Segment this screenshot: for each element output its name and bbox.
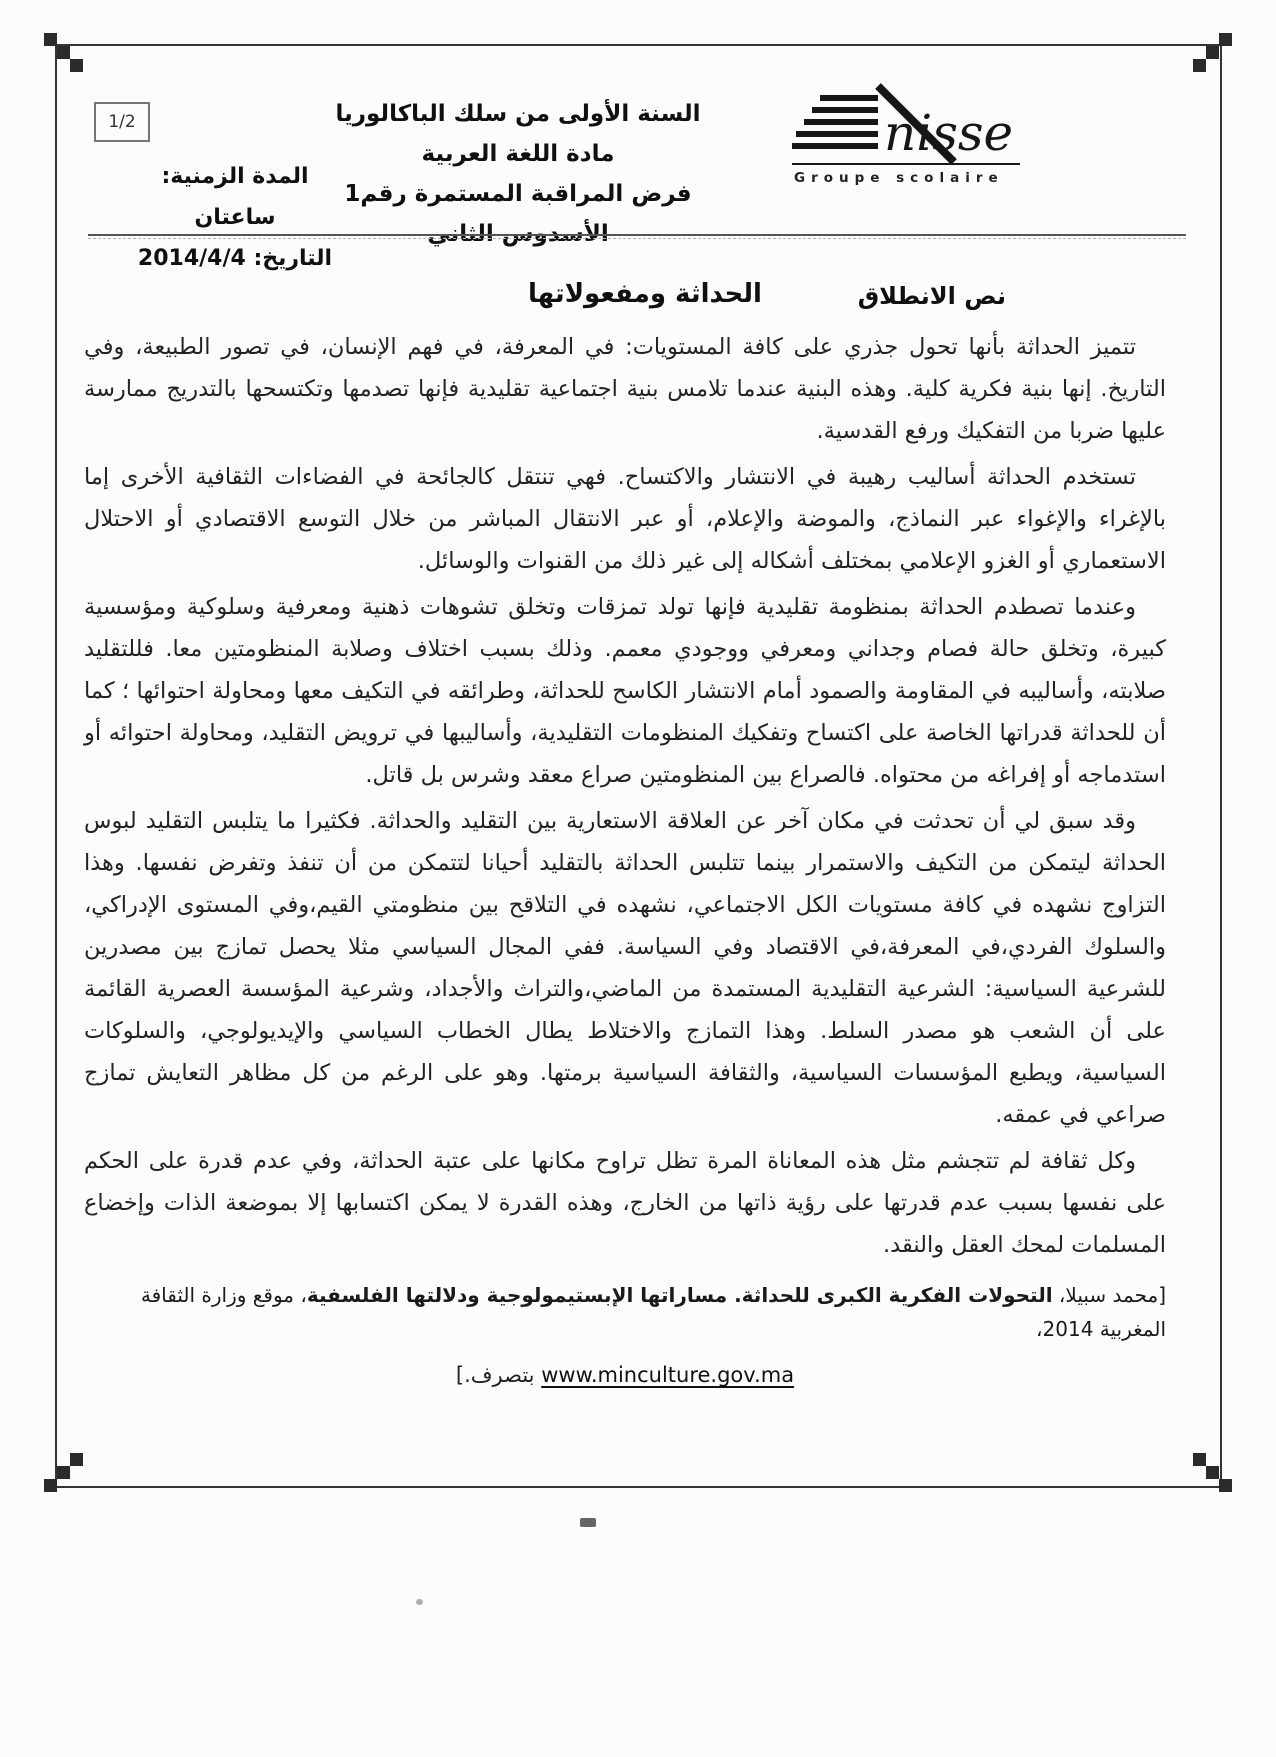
paragraph-3: وعندما تصطدم الحداثة بمنظومة تقليدية فإنها تولد تمزقات وتخلق تشوهات ذهنية ومعرفية وسلوكية ومؤسسية كبيرة، وتخلق حالة فصام وجداني ومعرفي ووجودي معمم. وذلك بسبب اختلاف وصلابة المنظومتين معا. فللتقليد صلابته، وأساليبه في المقاومة والصمود أمام الانتشار الكاسح للحداثة، وطرائقه في التكيف معها ومحاولة احتوائها ؛ كما أن للحداثة قدراتها الخاصة على اكتساح وتفكيك المنظومات التقليدية، وأساليبها في ترويض التقليد، ومحاولة احتوائه أو استدماجه أو إفراغه من محتواه. فالصراع بين المنظومتين صراع معقد وشرس بل قاتل. (84, 594, 1166, 788)
paragraph-2: تستخدم الحداثة أساليب رهيبة في الانتشار والاكتساح. فهي تنتقل كالجائحة في الفضاءات الثقافية الأخرى إما بالإغراء والإغواء عبر النماذج، والموضة والإعلام، أو عبر الانتقال المباشر من خلال التوسع الاقتصادي أو الاحتلال الاستعماري أو الغزو الإعلامي بمختلف أشكاله إلى غير ذلك من القنوات والوسائل. (84, 464, 1166, 574)
text-body (84, 326, 1166, 1396)
citation-author: [محمد سبيلا، (1052, 1283, 1166, 1307)
scan-artifact (580, 1518, 596, 1527)
paragraph-5: وكل ثقافة لم تتجشم مثل هذه المعاناة المرة تظل تراوح مكانها على عتبة الحداثة، وفي عدم قدرة على الحكم على نفسها بسبب عدم قدرتها على رؤية ذاتها من الخارج، وهذه القدرة لا يمكن اكتسابها إلا بموضعة الذات وإخضاع المسلمات لمحك العقل والنقد. (84, 1148, 1166, 1258)
citation-work-title: التحولات الفكرية الكبرى للحداثة. مساراتها الإبستيمولوجية ودلالتها الفلسفية (306, 1283, 1053, 1307)
corner-ornament-top-left (44, 33, 57, 46)
duration-line: المدة الزمنية: ساعتان (161, 164, 309, 230)
paragraph-1: تتميز الحداثة بأنها تحول جذري على كافة المستويات: في المعرفة، في فهم الإنسان، في تصور الطبيعة، وفي التاريخ. إنها بنية فكرية كلية. وهذه البنية عندما تلامس بنية اجتماعية تقليدية فإنها تصدمها وتكتسحها بالتدريج ممارسة عليها ضربا من التفكيك ورفع القدسية. (84, 334, 1166, 444)
logo-subtitle: Groupe scolaire (794, 170, 1004, 186)
header-separator (88, 234, 1186, 239)
page-number: 1/2 (108, 112, 136, 132)
header-line-subject: مادة اللغة العربية (421, 141, 615, 167)
header-line-semester: الأسدوس الثاني (427, 221, 609, 247)
corner-ornament-bottom-right (1219, 1479, 1232, 1492)
anisse-logo-graphic (786, 82, 1026, 190)
source-url-link[interactable]: www.minculture.gov.ma (541, 1363, 795, 1387)
citation-line (84, 1278, 1166, 1346)
header-line-exam-title: فرض المراقبة المستمرة رقم1 (344, 181, 692, 207)
text-title: الحداثة ومفعولاتها (528, 279, 762, 309)
paragraph-4: وقد سبق لي أن تحدثت في مكان آخر عن العلاقة الاستعارية بين التقليد والحداثة. فكثيرا ما يتلبس التقليد لبوس الحداثة ليتمكن من التكيف والاستمرار بينما تتلبس الحداثة بالتقليد أحيانا لتتمكن من أن تنفذ وتفرض نفسها. وهذا التزاوج نشهده في كافة مستويات الكل الاجتماعي، نشهده في التلاقح بين منظومتي القيم،وفي المستوى الإدراكي، والسلوك الفردي،في المعرفة،في الاقتصاد وفي السياسة. ففي المجال السياسي مثلا يحصل تمازج بين مصدرين للشرعية السياسية: الشرعية التقليدية المستمدة من الماضي،والتراث والأجداد، وشرعية المؤسسة العصرية القائمة على أن الشعب هو مصدر السلط. وهذا التمازج والاختلاط يطال الخطاب السياسي والإيديولوجي، والسلوكات السياسية، ويطبع المؤسسات السياسية، والثقافة السياسية برمتها. وهو على الرغم من كل مظاهر التعايش تمازج صراعي في عمقه. (84, 808, 1166, 1128)
citation-note: بتصرف.] (455, 1363, 535, 1387)
date-line: التاريخ: 2014/4/4 (137, 246, 333, 271)
section-label: نص الانطلاق (857, 282, 1006, 310)
corner-ornament-bottom-left (44, 1479, 57, 1492)
exam-header (318, 94, 718, 254)
scan-artifact (416, 1599, 423, 1605)
school-logo (786, 82, 1026, 194)
corner-ornament-top-right (1219, 33, 1232, 46)
citation-url-line (84, 1354, 1166, 1396)
citation-source: ، موقع وزارة الثقافة المغربية 2014، (140, 1283, 1166, 1341)
page-number-box (94, 102, 150, 142)
logo-wordmark: nisse (884, 104, 1014, 162)
exam-meta (126, 156, 344, 279)
header-line-level: السنة الأولى من سلك الباكالوريا (335, 101, 701, 127)
